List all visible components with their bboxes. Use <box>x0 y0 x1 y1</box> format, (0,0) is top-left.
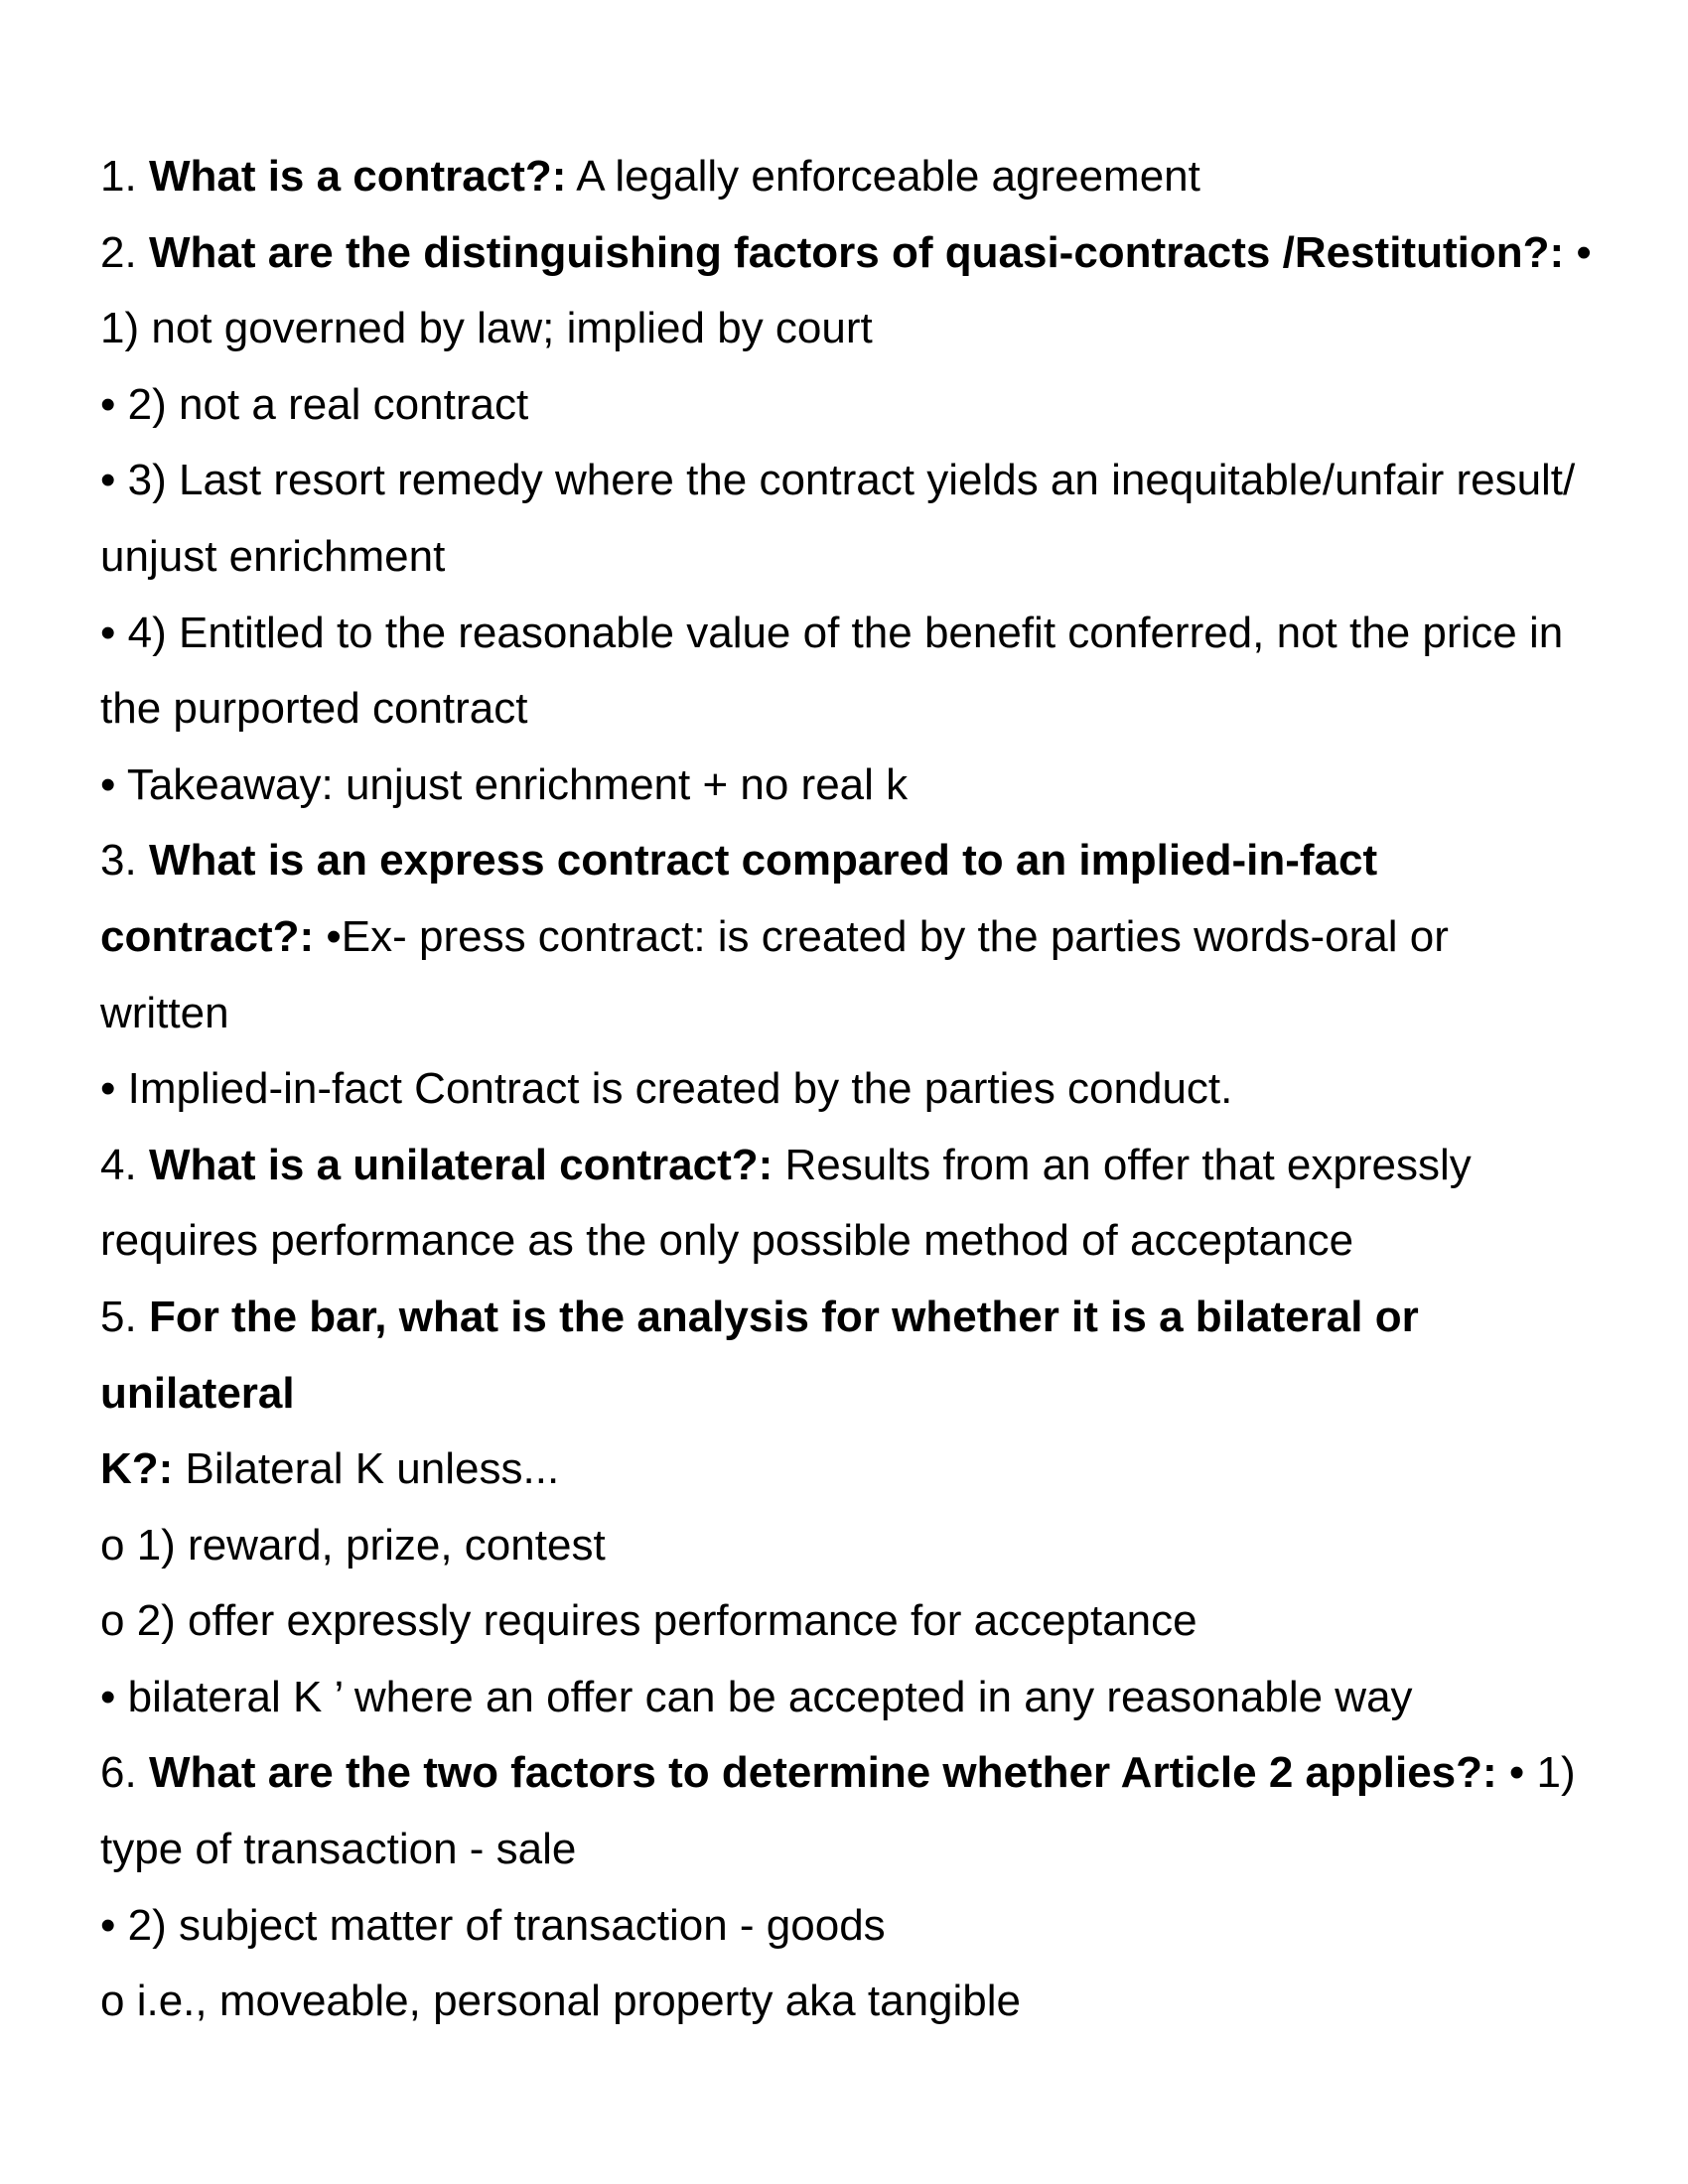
item-4-answer-start: Results from an offer that expressly <box>784 1140 1472 1189</box>
item-6-line <box>100 1735 1610 1812</box>
item-3-answer-start: •Ex- press contract: is created by the parties words-oral or <box>326 911 1449 961</box>
item-2-answer-line: • 2) not a real contract <box>100 379 529 429</box>
item-5-number: 5. <box>100 1292 137 1341</box>
item-2-answer-line: unjust enrichment <box>100 531 446 581</box>
item-5-answer-line: o 2) offer expressly requires performance for acceptance <box>100 1596 1197 1646</box>
item-3-answer-line: • Implied-in-fact Contract is created by the parties conduct. <box>100 1064 1233 1114</box>
item-5-question: unilateral <box>100 1368 295 1418</box>
item-2-answer-line: • Takeaway: unjust enrichment + no real k <box>100 759 909 809</box>
item-2-answer-line: the purported contract <box>100 684 528 734</box>
item-1-line <box>100 139 1610 215</box>
item-5-answer-line: o 1) reward, prize, contest <box>100 1520 606 1570</box>
item-3-line <box>100 823 1610 899</box>
item-3-question: What is an express contract compared to an implied-in-fact <box>148 836 1378 886</box>
item-6-number: 6. <box>100 1748 137 1798</box>
item-5-question: For the bar, what is the analysis for whether it is a bilateral or <box>148 1292 1419 1341</box>
item-4-number: 4. <box>100 1140 137 1189</box>
item-2-question: What are the distinguishing factors of quasi-contracts /Restitution?: <box>148 227 1565 277</box>
item-1-number: 1. <box>100 152 137 201</box>
item-6-answer-line: type of transaction - sale <box>100 1825 577 1874</box>
item-5-line <box>100 1280 1610 1356</box>
item-3-number: 3. <box>100 836 137 886</box>
item-1-question: What is a contract?: <box>148 152 567 201</box>
item-5-question: K?: <box>100 1444 174 1494</box>
item-3-answer-line: written <box>100 988 229 1037</box>
item-4-line <box>100 1128 1610 1204</box>
item-5-answer-start: Bilateral K unless... <box>185 1444 560 1494</box>
item-2-number: 2. <box>100 227 137 277</box>
item-4-answer-line: requires performance as the only possible method of acceptance <box>100 1216 1354 1266</box>
item-2-answer-line: • 4) Entitled to the reasonable value of the benefit conferred, not the price in <box>100 608 1564 657</box>
item-2-answer-line: • 3) Last resort remedy where the contract yields an inequitable/unfair result/ <box>100 456 1576 505</box>
item-3-question: contract?: <box>100 911 315 961</box>
item-1-answer: A legally enforceable agreement <box>576 152 1200 201</box>
item-6-question: What are the two factors to determine whether Article 2 applies?: <box>148 1748 1497 1798</box>
item-2-answer-start: • <box>1576 227 1592 277</box>
item-4-question: What is a unilateral contract?: <box>148 1140 774 1189</box>
item-5-line <box>100 1432 1610 1508</box>
item-2-answer-line: 1) not governed by law; implied by court <box>100 304 873 353</box>
item-6-answer-line: o i.e., moveable, personal property aka tangible <box>100 1977 1022 2026</box>
item-5-answer-line: • bilateral K ’ where an offer can be accepted in any reasonable way <box>100 1672 1413 1721</box>
item-6-answer-start: • 1) <box>1508 1748 1576 1798</box>
item-3-line <box>100 899 1610 976</box>
item-6-answer-line: • 2) subject matter of transaction - goods <box>100 1900 886 1950</box>
document-body <box>100 139 1610 2040</box>
item-2-line <box>100 215 1610 292</box>
